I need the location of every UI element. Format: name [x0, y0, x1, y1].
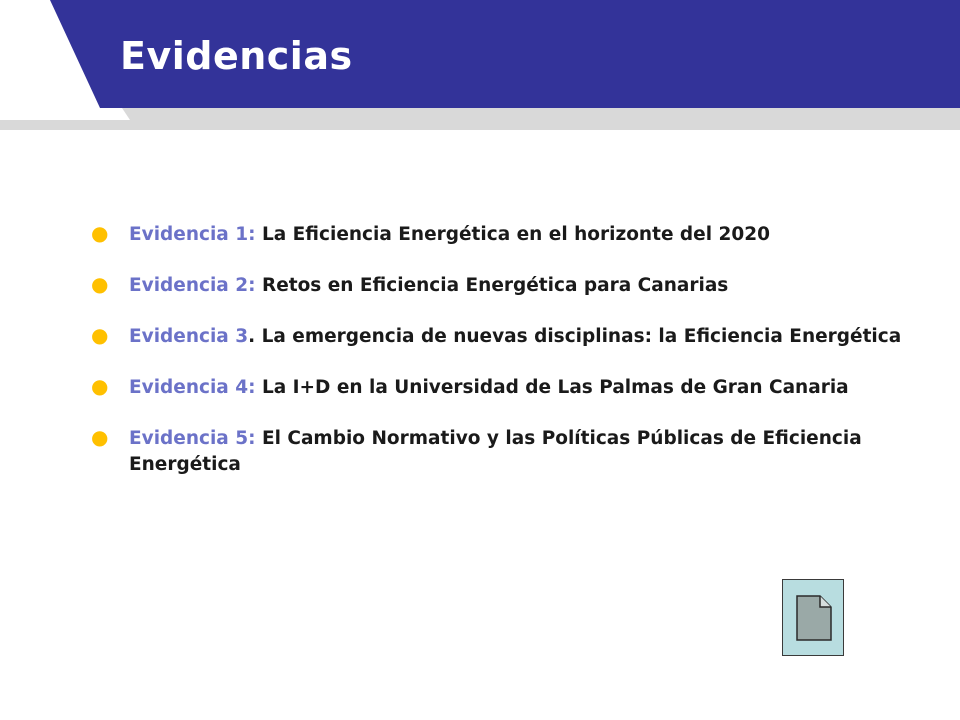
evidence-separator: : [248, 377, 256, 398]
evidence-prefix: Evidencia 1 [129, 224, 249, 245]
evidence-prefix: Evidencia 2 [129, 275, 249, 296]
list-item-evidence-5 [88, 426, 908, 478]
document-icon [796, 595, 832, 641]
evidence-separator: : [248, 224, 256, 245]
bullet-dot-icon: ● [91, 221, 109, 245]
evidence-prefix: Evidencia 3 [129, 326, 249, 347]
evidence-text: Retos en Eficiencia Energética para Canarias [255, 275, 729, 296]
evidence-separator: . [248, 326, 256, 347]
evidence-prefix: Evidencia 5 [129, 428, 249, 449]
list-item-evidence-2 [88, 273, 908, 299]
evidence-separator: : [248, 275, 256, 296]
bullet-dot-icon: ● [91, 272, 109, 296]
evidence-text: La I+D en la Universidad de Las Palmas de Gran Canaria [255, 377, 849, 398]
bullet-dot-icon: ● [91, 323, 109, 347]
bullet-dot-icon: ● [91, 374, 109, 398]
evidence-list [88, 222, 908, 478]
bullet-dot-icon: ● [91, 425, 109, 449]
document-action-button[interactable] [782, 579, 844, 656]
evidence-text: La Eficiencia Energética en el horizonte del 2020 [255, 224, 770, 245]
evidence-separator: : [248, 428, 256, 449]
slide-title: Evidencias [120, 34, 353, 78]
evidence-text: La emergencia de nuevas disciplinas: la Eficiencia Energética [255, 326, 902, 347]
list-item-evidence-4 [88, 375, 908, 401]
evidence-prefix: Evidencia 4 [129, 377, 249, 398]
evidence-text: El Cambio Normativo y las Políticas Públicas de Eficiencia Energética [129, 428, 862, 475]
list-item-evidence-1 [88, 222, 908, 248]
list-item-evidence-3 [88, 324, 908, 350]
